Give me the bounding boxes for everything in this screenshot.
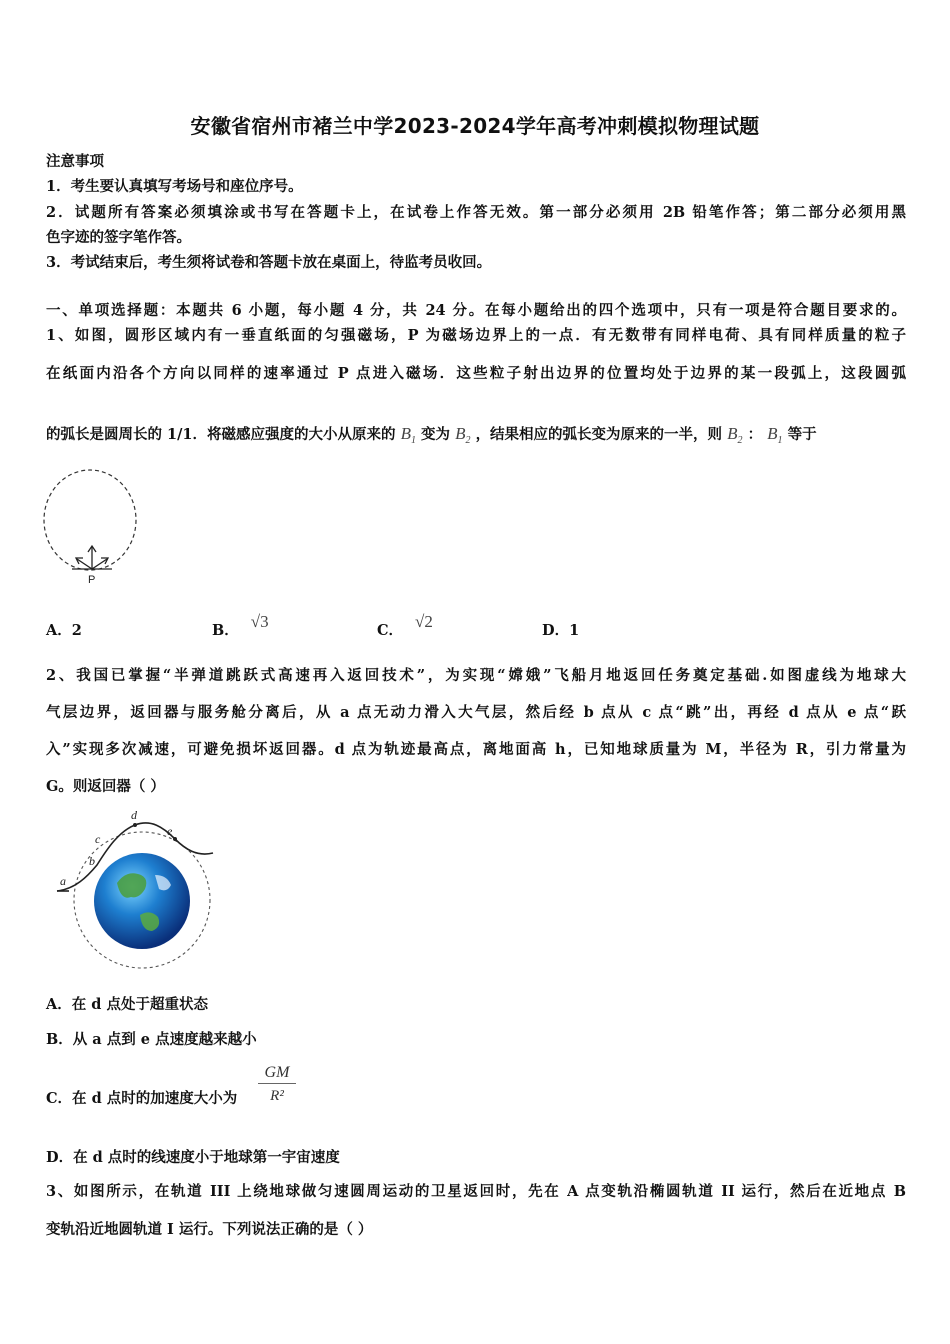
- q2-option-b[interactable]: B．从 a 点到 e 点速度越来越小: [46, 1031, 257, 1048]
- q2-option-a[interactable]: A．在 d 点处于超重状态: [46, 996, 208, 1013]
- fraction-numerator: GM: [258, 1063, 296, 1084]
- q1-text-b: 变为: [421, 426, 451, 443]
- q1-text-a: 的弧长是圆周长的 1/1．将磁感应强度的大小从原来的: [46, 426, 396, 443]
- notice-heading: 注意事项: [46, 153, 104, 170]
- label-a: a: [60, 874, 66, 888]
- label-b: b: [89, 854, 95, 868]
- q1-text-c: ，结果相应的弧长变为原来的一半，则: [475, 426, 723, 443]
- b1-symbol: $B_1$: [400, 424, 416, 446]
- q2-line-2: 气层边界，返回器与服务舱分离后，从 a 点无动力滑入大气层，然后经 b 点从 c 点“跳”出，再经 d 点从 e 点“跃: [46, 704, 906, 721]
- fraction-denominator: R²: [270, 1088, 284, 1104]
- point-p-label: P: [88, 574, 96, 586]
- q2-line-1: 2、我国已掌握“半弹道跳跃式高速再入返回技术”，为实现“嫦娥”飞船月地返回任务奠定基础.如图虚线为地球大: [46, 667, 906, 684]
- label-e: e: [167, 824, 173, 838]
- q1-text-d: ：: [747, 426, 763, 443]
- q1-line-3: [46, 424, 817, 451]
- q1-option-b[interactable]: B． √3: [212, 612, 269, 639]
- q3-line-1: 3、如图所示，在轨道 III 上绕地球做匀速圆周运动的卫星返回时，先在 A 点变轨沿椭圆轨道 II 运行，然后在近地点 B: [46, 1183, 906, 1200]
- q2-line-4: G。则返回器（ ）: [46, 778, 165, 795]
- q1-text-e: 等于: [787, 426, 817, 443]
- notice-item-2: 2．试题所有答案必须填涂或书写在答题卡上，在试卷上作答无效。第一部分必须用 2B 铅笔作答；第二部分必须用黑: [46, 204, 906, 221]
- q3-line-2: 变轨沿近地圆轨道 I 运行。下列说法正确的是（ ）: [46, 1221, 373, 1238]
- b2-symbol: $B_2$: [455, 424, 471, 446]
- label-d: d: [131, 808, 137, 822]
- b1-symbol-ratio: $B_1$: [767, 424, 783, 446]
- q1-line-2: 在纸面内沿各个方向以同样的速率通过 P 点进入磁场．这些粒子射出边界的位置均处于边界的某一段弧上，这段圆弧: [46, 365, 906, 382]
- earth-trajectory-figure: [45, 805, 220, 975]
- b2-symbol-ratio: $B_2$: [727, 424, 743, 446]
- q1-option-d[interactable]: D．1: [542, 622, 580, 639]
- notice-item-3: 3．考试结束后，考生须将试卷和答题卡放在桌面上，待监考员收回。: [46, 254, 492, 271]
- q1-line-1: 1、如图，圆形区域内有一垂直纸面的匀强磁场，P 为磁场边界上的一点．有无数带有同样电荷、具有同样质量的粒子: [46, 327, 906, 344]
- label-c: c: [95, 832, 101, 846]
- q1-option-a[interactable]: A．2: [46, 622, 82, 639]
- q2-line-3: 入”实现多次减速，可避免损坏返回器。d 点为轨迹最高点，离地面高 h，已知地球质量为 M，半径为 R，引力常量为: [46, 741, 906, 758]
- section-heading: 一、单项选择题：本题共 6 小题，每小题 4 分，共 24 分。在每小题给出的四个选项中，只有一项是符合题目要求的。: [46, 302, 906, 319]
- magnetic-field-circle-figure: [40, 465, 150, 590]
- page-title: 安徽省宿州市褚兰中学2023-2024学年高考冲刺模拟物理试题: [190, 114, 760, 138]
- q1-option-c[interactable]: C． √2: [377, 612, 433, 639]
- earth-globe: [94, 853, 190, 949]
- q2-option-c[interactable]: C．在 d 点时的加速度大小为: [46, 1090, 238, 1107]
- q2-option-d[interactable]: D．在 d 点时的线速度小于地球第一宇宙速度: [46, 1149, 340, 1166]
- notice-item-1: 1．考生要认真填写考场号和座位序号。: [46, 178, 303, 195]
- notice-item-2-cont: 色字迹的签字笔作答。: [46, 229, 191, 246]
